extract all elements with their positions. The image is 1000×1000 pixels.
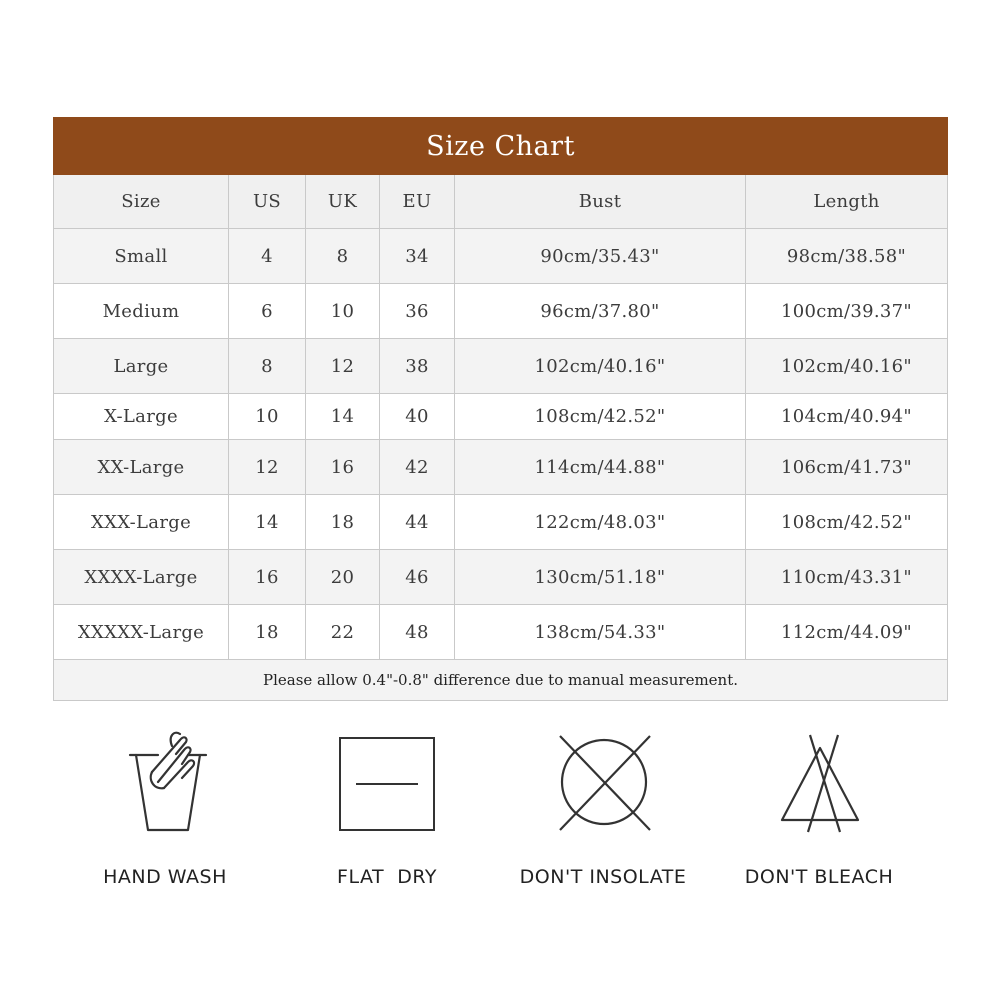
care-label-dont-insolate: DON'T INSOLATE (519, 866, 687, 888)
care-label-dont-bleach: DON'T BLEACH (744, 866, 894, 888)
table-row (54, 284, 948, 339)
note-row (54, 660, 948, 701)
care-label-flat-dry: FLAT DRY (337, 866, 437, 888)
dont-bleach-icon (754, 720, 884, 840)
uk-cell: 10 (306, 284, 380, 339)
eu-cell: 38 (380, 339, 455, 394)
size-cell: Large (54, 339, 229, 394)
table-row (54, 550, 948, 605)
bust-cell: 102cm/40.16" (455, 339, 746, 394)
us-cell: 4 (229, 229, 306, 284)
eu-cell: 42 (380, 440, 455, 495)
size-cell: XX-Large (54, 440, 229, 495)
care-dont-bleach (719, 720, 919, 888)
bust-cell: 108cm/42.52" (455, 394, 746, 440)
measurement-note: Please allow 0.4"-0.8" difference due to manual measurement. (54, 660, 948, 701)
length-cell: 98cm/38.58" (746, 229, 948, 284)
column-header-uk: UK (306, 175, 380, 229)
uk-cell: 8 (306, 229, 380, 284)
us-cell: 6 (229, 284, 306, 339)
care-flat-dry (287, 720, 487, 888)
title-row (54, 118, 948, 175)
eu-cell: 48 (380, 605, 455, 660)
bust-cell: 122cm/48.03" (455, 495, 746, 550)
uk-cell: 14 (306, 394, 380, 440)
bust-cell: 96cm/37.80" (455, 284, 746, 339)
care-dont-insolate (503, 720, 703, 888)
column-header-eu: EU (380, 175, 455, 229)
us-cell: 8 (229, 339, 306, 394)
table-row (54, 229, 948, 284)
length-cell: 110cm/43.31" (746, 550, 948, 605)
column-header-us: US (229, 175, 306, 229)
hand-wash-icon (100, 720, 230, 840)
care-hand-wash (65, 720, 265, 888)
eu-cell: 34 (380, 229, 455, 284)
length-cell: 108cm/42.52" (746, 495, 948, 550)
bust-cell: 114cm/44.88" (455, 440, 746, 495)
table-row (54, 440, 948, 495)
bust-cell: 90cm/35.43" (455, 229, 746, 284)
us-cell: 12 (229, 440, 306, 495)
table-row (54, 394, 948, 440)
size-chart-table (53, 117, 948, 701)
care-label-hand-wash: HAND WASH (103, 866, 227, 888)
dont-insolate-icon (538, 720, 668, 840)
eu-cell: 36 (380, 284, 455, 339)
us-cell: 18 (229, 605, 306, 660)
uk-cell: 12 (306, 339, 380, 394)
length-cell: 100cm/39.37" (746, 284, 948, 339)
eu-cell: 46 (380, 550, 455, 605)
chart-title: Size Chart (54, 118, 948, 175)
table-row (54, 495, 948, 550)
uk-cell: 22 (306, 605, 380, 660)
flat-dry-icon (322, 720, 452, 840)
column-header-size: Size (54, 175, 229, 229)
length-cell: 104cm/40.94" (746, 394, 948, 440)
size-cell: XXXXX-Large (54, 605, 229, 660)
size-cell: Medium (54, 284, 229, 339)
table-row (54, 339, 948, 394)
uk-cell: 18 (306, 495, 380, 550)
length-cell: 106cm/41.73" (746, 440, 948, 495)
uk-cell: 16 (306, 440, 380, 495)
column-header-length: Length (746, 175, 948, 229)
us-cell: 10 (229, 394, 306, 440)
us-cell: 14 (229, 495, 306, 550)
bust-cell: 130cm/51.18" (455, 550, 746, 605)
header-row (54, 175, 948, 229)
size-cell: XXXX-Large (54, 550, 229, 605)
column-header-bust: Bust (455, 175, 746, 229)
us-cell: 16 (229, 550, 306, 605)
size-cell: X-Large (54, 394, 229, 440)
table-row (54, 605, 948, 660)
uk-cell: 20 (306, 550, 380, 605)
eu-cell: 40 (380, 394, 455, 440)
size-cell: Small (54, 229, 229, 284)
eu-cell: 44 (380, 495, 455, 550)
bust-cell: 138cm/54.33" (455, 605, 746, 660)
length-cell: 102cm/40.16" (746, 339, 948, 394)
length-cell: 112cm/44.09" (746, 605, 948, 660)
size-cell: XXX-Large (54, 495, 229, 550)
